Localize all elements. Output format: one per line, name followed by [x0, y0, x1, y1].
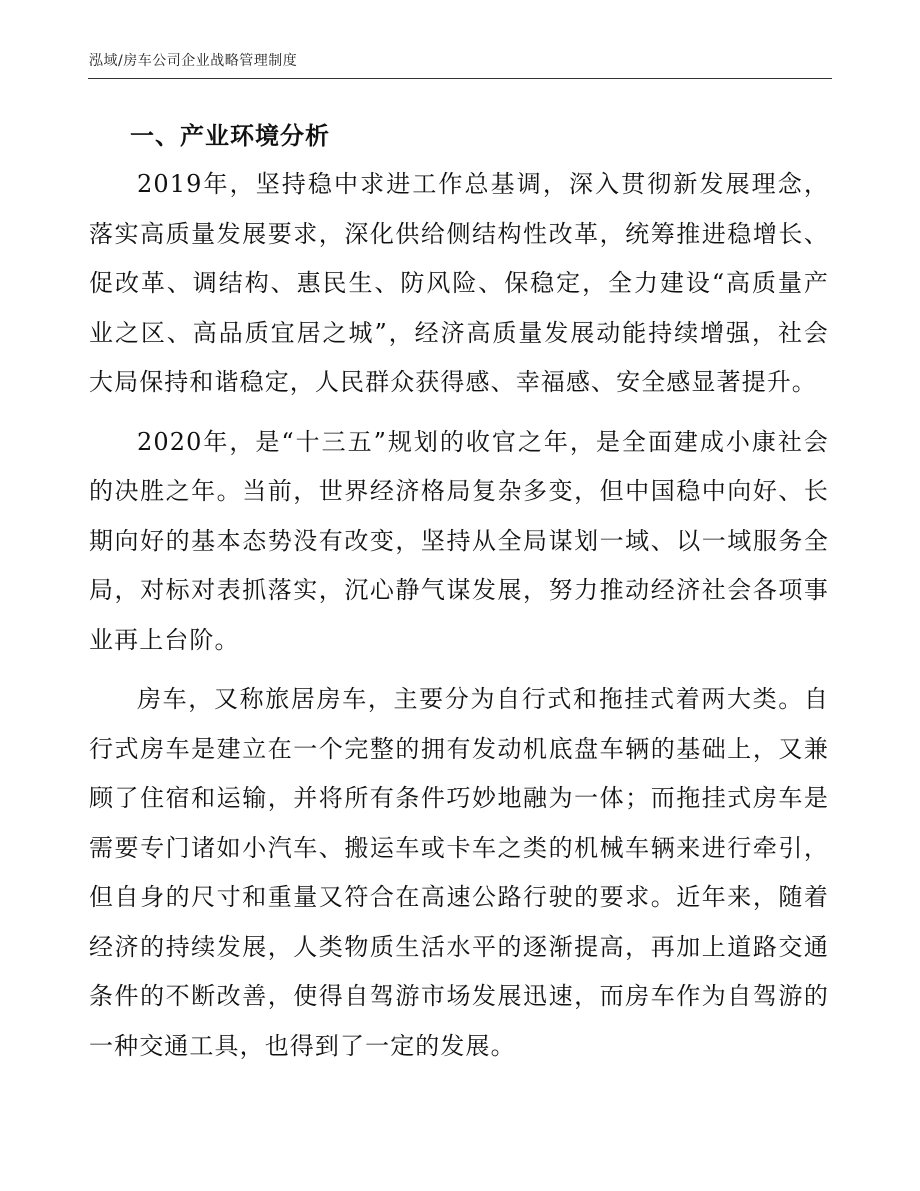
body-text: [89, 160, 829, 1081]
paragraph-1: 2019年，坚持稳中求进工作总基调，深入贯彻新发展理念，落实高质量发展要求，深化供给侧结构性改革，统筹推进稳增长、促改革、调结构、惠民生、防风险、保稳定，全力建设“高质量产业之区、高品质宜居之城”，经济高质量发展动能持续增强，社会大局保持和谐稳定，人民群众获得感、幸福感、安全感显著提升。: [89, 170, 829, 396]
section-heading: 一、产业环境分析: [130, 122, 330, 150]
paragraph-2: 2020年，是“十三五”规划的收官之年，是全面建成小康社会的决胜之年。当前，世界经济格局复杂多变，但中国稳中向好、长期向好的基本态势没有改变，坚持从全局谋划一域、以一域服务全局，对标对表抓落实，沉心静气谋发展，努力推动经济社会各项事业再上台阶。: [89, 427, 829, 654]
header-divider: [88, 78, 832, 79]
running-header: 泓域/房车公司企业战略管理制度: [89, 53, 298, 69]
paragraph-3: 房车，又称旅居房车，主要分为自行式和拖挂式着两大类。自行式房车是建立在一个完整的拥有发动机底盘车辆的基础上，又兼顾了住宿和运输，并将所有条件巧妙地融为一体；而拖挂式房车是需要专门诸如小汽车、搬运车或卡车之类的机械车辆来进行牵引，但自身的尺寸和重量又符合在高速公路行驶的要求。近年来，随着经济的持续发展，人类物质生活水平的逐渐提高，再加上道路交通条件的不断改善，使得自驾游市场发展迅速，而房车作为自驾游的一种交通工具，也得到了一定的发展。: [89, 685, 829, 1060]
